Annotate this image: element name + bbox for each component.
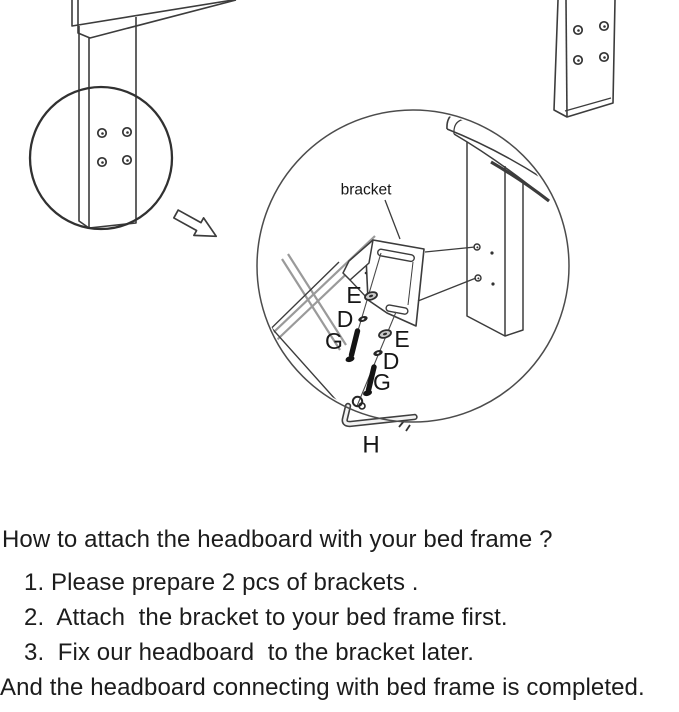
- bolt-g1: [345, 331, 358, 363]
- bedframe-leg-magnified: [467, 142, 523, 336]
- instructions-footer: And the headboard connecting with bed frame is completed.: [0, 674, 645, 701]
- part-label-e1: E: [346, 282, 362, 308]
- headboard-panel: [72, 0, 236, 38]
- instruction-step-3: 3. Fix our headboard to the bracket later.: [24, 639, 474, 666]
- instruction-step-2: 2. Attach the bracket to your bed frame first.: [24, 604, 508, 631]
- part-label-d2: D: [382, 348, 400, 374]
- headboard-leg-holes: [98, 128, 131, 166]
- bracket-label: bracket: [340, 181, 392, 199]
- bedframe-leg-holes: [574, 22, 608, 64]
- part-label-d1: D: [336, 306, 354, 332]
- bracket-label-leader: [385, 200, 400, 239]
- part-label-e2: E: [394, 326, 410, 352]
- washer-e2: [378, 329, 392, 340]
- headboard-edge-curve: [447, 111, 549, 201]
- part-label-h: H: [362, 431, 380, 459]
- spring-washer-d1: [358, 315, 369, 323]
- part-label-g1: G: [325, 328, 343, 354]
- part-label-g2: G: [373, 369, 391, 395]
- headboard-leg: [79, 17, 136, 228]
- instructions-heading: How to attach the headboard with your bed frame ?: [2, 526, 553, 553]
- instruction-step-1: 1. Please prepare 2 pcs of brackets .: [24, 569, 419, 596]
- zoom-arrow-icon: [171, 205, 221, 245]
- bedframe-leg-magnified-holes: [474, 244, 495, 286]
